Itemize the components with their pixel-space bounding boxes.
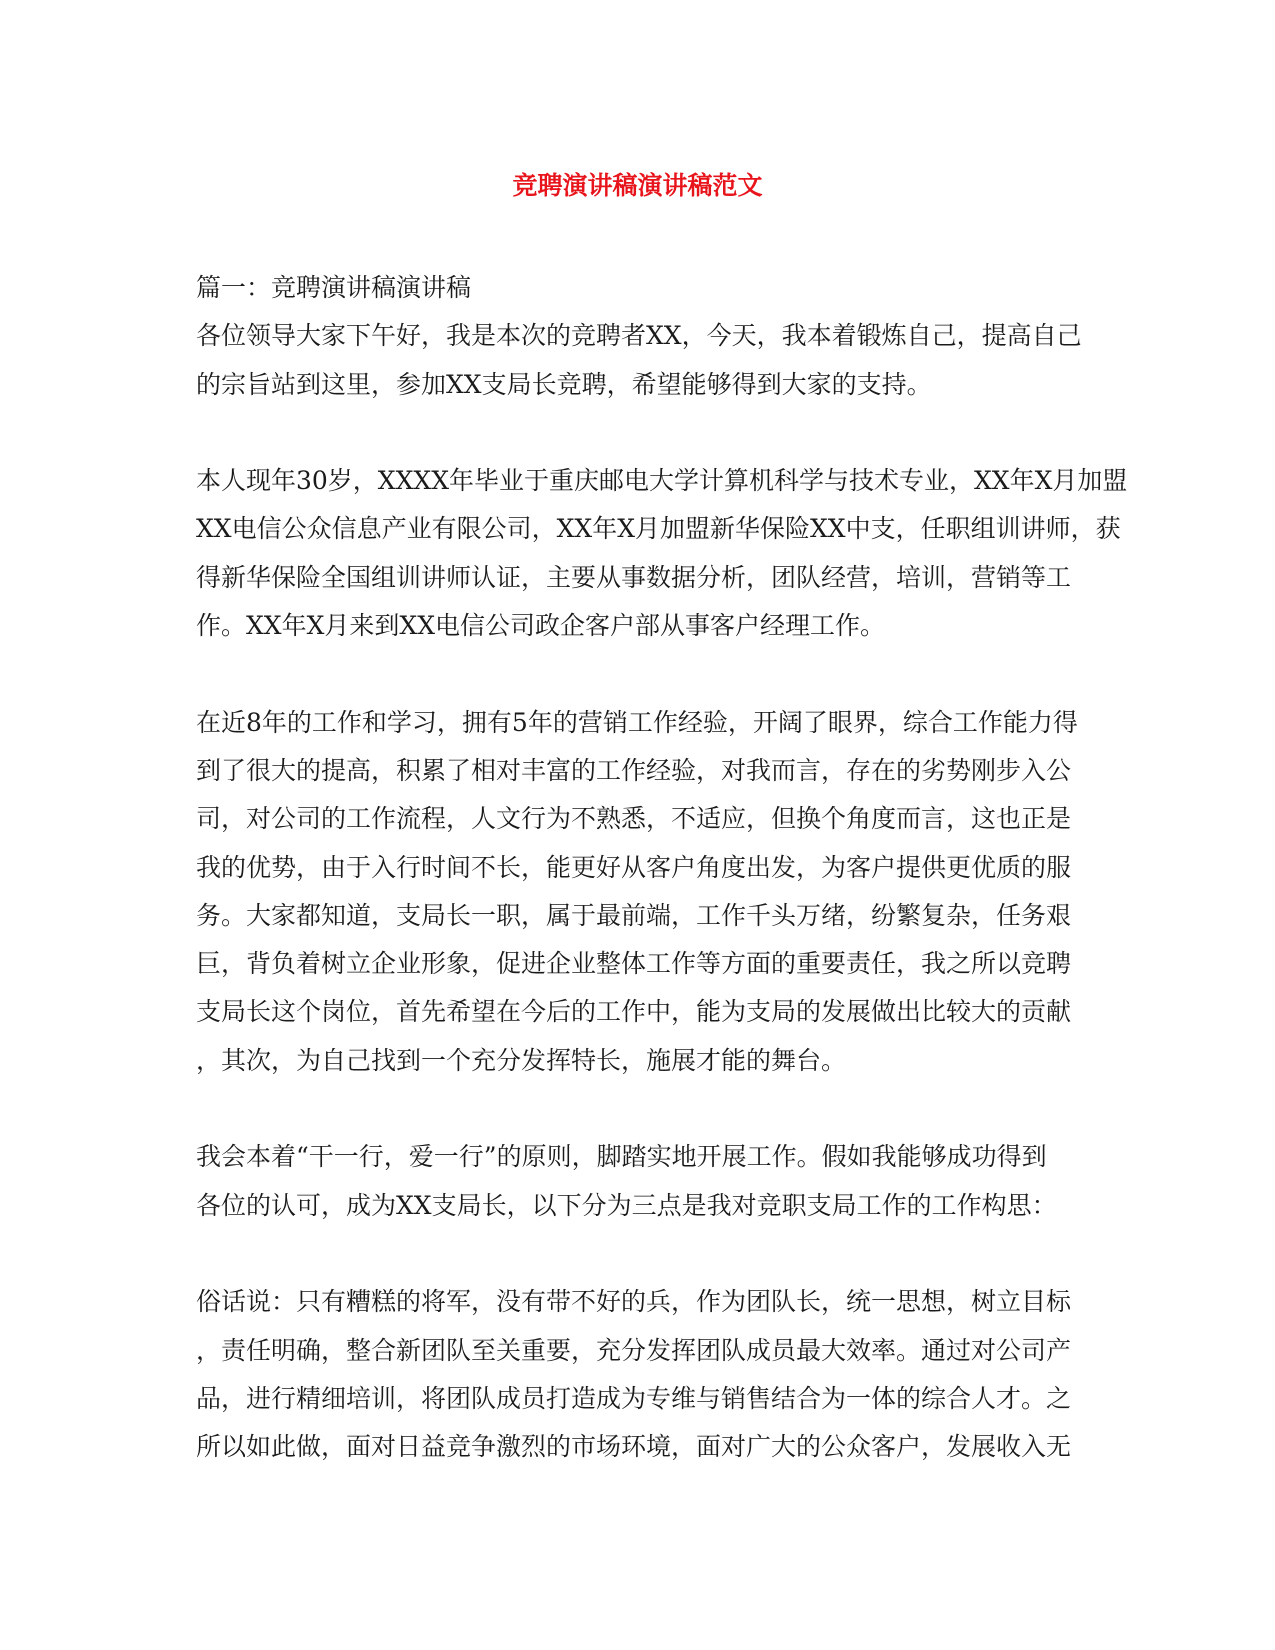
paragraph-gap [196,650,1080,698]
text-line: 俗话说：只有糟糕的将军，没有带不好的兵，作为团队长，统一思想，树立目标 [196,1287,1072,1317]
text-line: 本人现年30岁，XXXX年毕业于重庆邮电大学计算机科学与技术专业，XX年X月加盟 [196,466,1128,496]
text-line: 所以如此做，面对日益竞争激烈的市场环境，面对广大的公众客户，发展收入无 [196,1432,1072,1462]
text-line: 务。大家都知道，支局长一职，属于最前端，工作千头万绪，纷繁复杂，任务艰 [196,900,1072,930]
text-line: 各位的认可，成为XX支局长，以下分为三点是我对竞职支局工作的工作构思： [196,1190,1057,1220]
paragraph-gap [196,409,1080,457]
text-line: 各位领导大家下午好，我是本次的竞聘者XX，今天，我本着锻炼自己，提高自己 [196,321,1082,351]
text-line: 司，对公司的工作流程，人文行为不熟悉，不适应，但换个角度而言，这也正是 [196,804,1072,834]
text-line: 得新华保险全国组训讲师认证，主要从事数据分析，团队经营，培训，营销等工 [196,562,1072,592]
text-line: ，其次，为自己找到一个充分发挥特长，施展才能的舞台。 [196,1045,847,1075]
text-line: 篇一：竞聘演讲稿演讲稿 [196,273,472,302]
text-line: 在近8年的工作和学习，拥有5年的营销工作经验，开阔了眼界，综合工作能力得 [196,707,1078,737]
text-line: 我的优势，由于入行时间不长，能更好从客户角度出发，为客户提供更优质的服 [196,852,1072,882]
text-line: 到了很大的提高，积累了相对丰富的工作经验，对我而言，存在的劣势刚步入公 [196,755,1072,785]
text-line: 支局长这个岗位，首先希望在今后的工作中，能为支局的发展做出比较大的贡献 [196,997,1072,1027]
text-line: XX电信公众信息产业有限公司，XX年X月加盟新华保险XX中支，任职组训讲师，获 [196,514,1121,544]
text-line: 我会本着“干一行，爱一行”的原则，脚踏实地开展工作。假如我能够成功得到 [196,1142,1047,1172]
text-line: 巨，背负着树立企业形象，促进企业整体工作等方面的重要责任，我之所以竞聘 [196,949,1072,979]
document-body [196,264,1128,1471]
text-line: 作。XX年X月来到XX电信公司政企客户部从事客户经理工作。 [196,611,885,641]
text-line: 的宗旨站到这里，参加XX支局长竞聘，希望能够得到大家的支持。 [196,369,932,399]
document-title: 竞聘演讲稿演讲稿范文 [512,171,763,200]
text-line: ，责任明确，整合新团队至关重要，充分发挥团队成员最大效率。通过对公司产 [196,1335,1072,1365]
paragraph-gap [196,1085,1080,1133]
text-line: 品，进行精细培训，将团队成员打造成为专维与销售结合为一体的综合人才。之 [196,1383,1072,1413]
paragraph-gap [196,1230,1080,1278]
